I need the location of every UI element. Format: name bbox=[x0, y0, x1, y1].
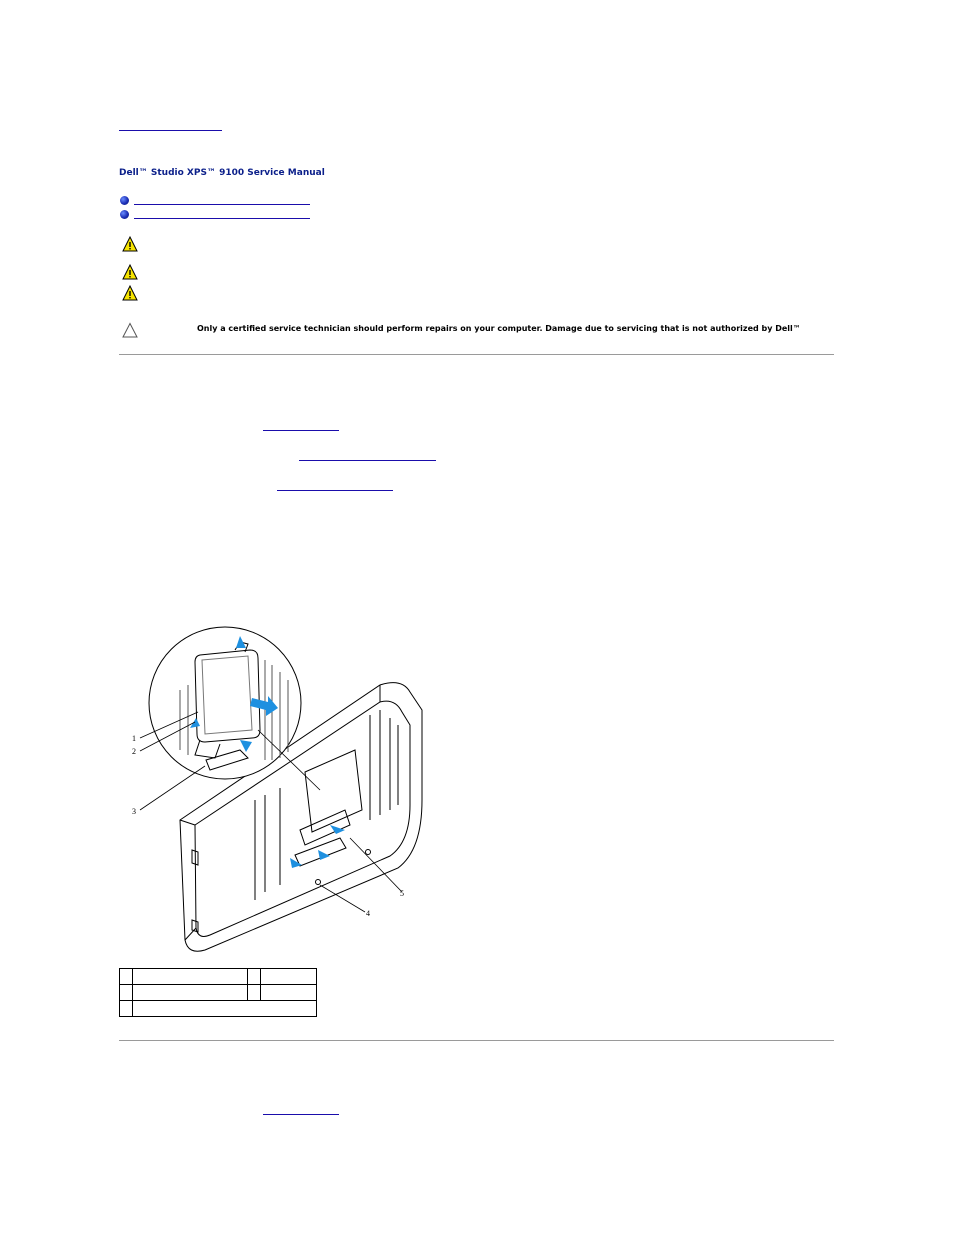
section-link-2[interactable] bbox=[134, 218, 310, 219]
table-cell-num bbox=[120, 969, 133, 985]
table-cell-desc bbox=[133, 969, 248, 985]
table-cell-desc bbox=[133, 1001, 317, 1017]
divider bbox=[119, 1040, 834, 1041]
divider bbox=[119, 354, 834, 355]
bullet-icon bbox=[120, 210, 129, 219]
table-row bbox=[120, 969, 317, 985]
table-cell-num bbox=[120, 1001, 133, 1017]
callout-2: 2 bbox=[132, 747, 136, 756]
step-link-1[interactable] bbox=[263, 430, 339, 431]
warning-icon bbox=[122, 236, 138, 252]
callout-3: 3 bbox=[132, 807, 136, 816]
table-cell-desc bbox=[261, 985, 317, 1001]
parts-table bbox=[119, 968, 317, 1017]
table-cell-num bbox=[120, 985, 133, 1001]
back-to-contents-link[interactable] bbox=[119, 130, 222, 131]
table-row bbox=[120, 1001, 317, 1017]
section-link-1[interactable] bbox=[134, 204, 310, 205]
table-row bbox=[120, 985, 317, 1001]
card-removal-illustration bbox=[132, 620, 440, 955]
table-cell-num bbox=[248, 969, 261, 985]
callout-4: 4 bbox=[366, 909, 370, 918]
table-cell-desc bbox=[261, 969, 317, 985]
caution-icon bbox=[122, 322, 138, 338]
callout-5: 5 bbox=[400, 889, 404, 898]
caution-text: Only a certified service technician should perform repairs on your computer. Damage due to servicing that is not authorized by Dell™ bbox=[197, 324, 801, 333]
warning-icon bbox=[122, 285, 138, 301]
step-link-2[interactable] bbox=[299, 460, 436, 461]
table-cell-num bbox=[248, 985, 261, 1001]
step-link-3[interactable] bbox=[277, 490, 393, 491]
callout-1: 1 bbox=[132, 734, 136, 743]
warning-icon bbox=[122, 264, 138, 280]
manual-title: Dell™ Studio XPS™ 9100 Service Manual bbox=[119, 168, 325, 178]
bullet-icon bbox=[120, 196, 129, 205]
step-link-4[interactable] bbox=[263, 1114, 339, 1115]
table-cell-desc bbox=[133, 985, 248, 1001]
